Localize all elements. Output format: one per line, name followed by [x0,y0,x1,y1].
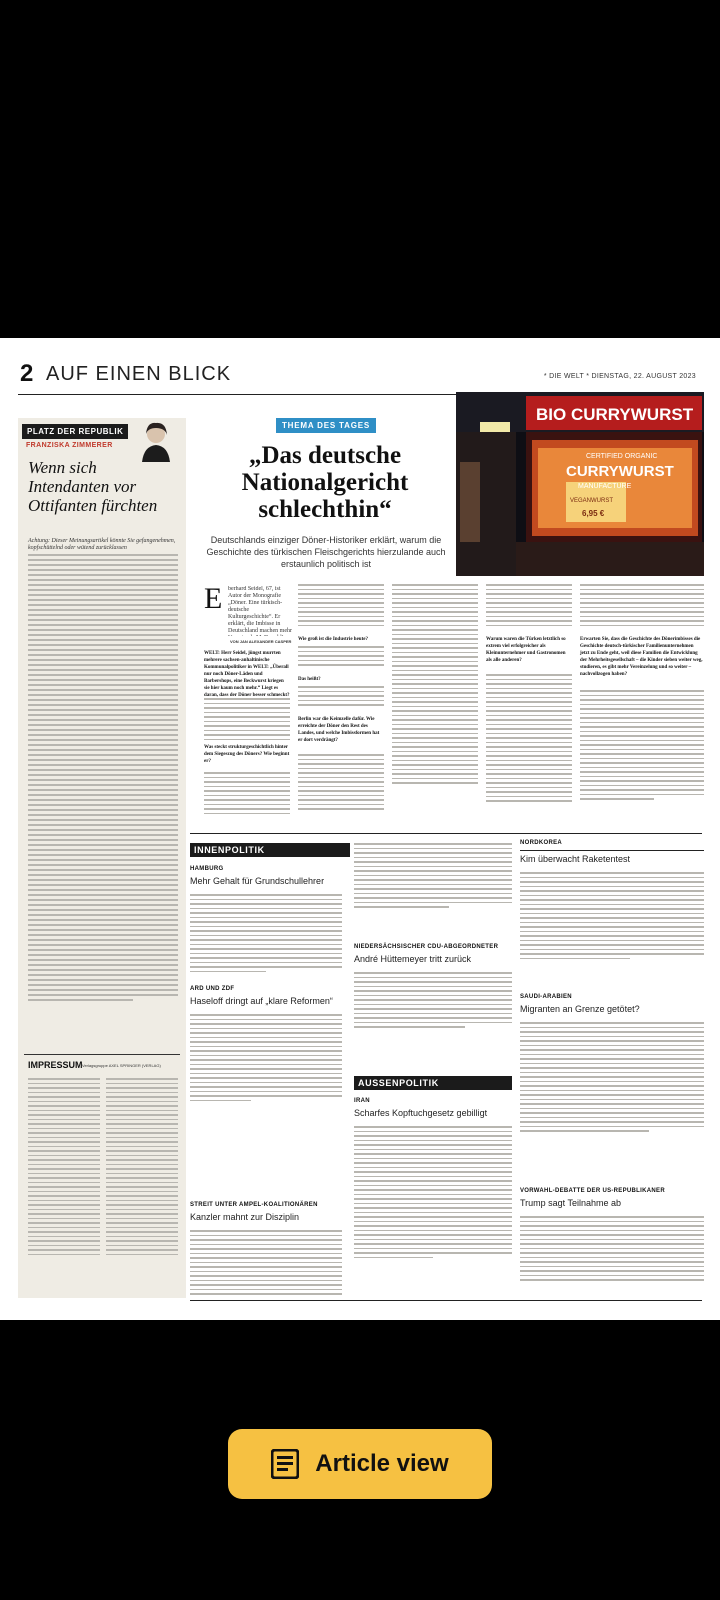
story-label-cdu: NIEDERSÄCHSISCHER CDU-ABGEORDNETER [354,944,499,950]
main-headline[interactable]: „Das deutsche Nationalgericht schlechthin“ [241,442,409,523]
interview-question-4: Das heißt? [298,677,321,682]
interview-question-5: Berlin war die Keimzelle dafür. Wie erreichte der Döner den Rest des Landes, und welche Imbissformen hat er dort verdrängt? [298,717,380,743]
page-bottom-rule [190,1300,702,1301]
interview-answer-4 [298,686,384,709]
section-title: AUF EINEN BLICK [46,363,232,385]
author-portrait [134,418,178,462]
photo-price: 6,95 € [582,509,605,518]
byline: VON JAN ALEXANDER CASPER [230,639,292,644]
article-view-label: Article view [315,1450,449,1477]
opinion-author: FRANZISKA ZIMMERER [26,442,113,449]
photo-sign-currywurst: CURRYWURST [566,463,674,480]
story-text-ampel [190,1230,342,1298]
interview-col4-text [486,584,572,629]
impressum-divider [24,1054,180,1055]
story-label-ampel: STREIT UNTER AMPEL-KOALITIONÄREN [190,1202,318,1208]
story-divider-nordkorea [520,850,704,851]
story-label-saudi: SAUDI-ARABIEN [520,994,572,1000]
story-head-hamburg[interactable]: Mehr Gehalt für Grundschullehrer [190,876,325,886]
interview-col5-text [580,584,704,629]
story-label-trump: VORWAHL-DEBATTE DER US-REPUBLIKANER [520,1188,665,1194]
section-bar-aussenpolitik: AUSSENPOLITIK [354,1076,512,1090]
impressum-text-right [106,1078,178,1258]
main-subhead: Deutschlands einziger Döner-Historiker erklärt, warum die Geschichte des türkischen Fleischgerichts hierzulande auch erstaunlich politisch ist [206,535,446,569]
topic-badge: THEMA DES TAGES [276,418,376,433]
photo-menu-item: VEGANWURST [570,498,614,504]
interview-answer-2 [204,772,290,817]
photo-sign-certified: CERTIFIED ORGANIC [586,453,658,460]
photo-sign-top: BIO CURRYWURST [536,405,694,424]
story-head-ard-zdf[interactable]: Haseloff dringt auf „klare Reformen“ [190,996,333,1006]
story-text-ard-zdf [190,1014,342,1104]
story-text-cdu [354,972,512,1031]
impressum-text-left [28,1078,100,1258]
opinion-headline: Wenn sich Intendanten vor Ottifanten fürchten [28,458,158,515]
story-text-iran [354,1126,512,1261]
opinion-intro: Achtung: Dieser Meinungsartikel könnte Sie gefangenehmen, kopfschüttelnd oder wütend zurücklassen [28,538,176,551]
impressum-title: IMPRESSUM [28,1060,83,1070]
lead-paragraph: berhard Seidel, 67, ist Autor der Monografie „Döner. Eine türkisch-deutsche Kulturgeschichte“. Er erklärt, die Imbisse in Deutschland machen mehr [228,586,292,634]
story-text-trump [520,1216,704,1284]
currywurst-shop-photo [456,392,704,576]
interview-answer-1 [204,698,290,743]
interview-answer-5 [298,754,384,813]
story-label-iran: IRAN [354,1098,370,1104]
interview-question-3: Wie groß ist die Industrie heute? [298,637,368,642]
drop-cap: E [204,582,223,615]
interview-answer-3 [298,646,384,669]
photo-sign-manufacture: MANUFACTURE [578,483,632,490]
story-label-nordkorea: NORDKOREA [520,840,563,846]
story-text-hamburg [190,894,342,975]
opinion-kicker: PLATZ DER REPUBLIK [22,424,128,439]
date-line: * DIE WELT * DIENSTAG, 22. AUGUST 2023 [543,373,696,380]
interview-question-6: Warum waren die Türken letztlich so extrem viel erfolgreicher als Kleinunternehmer und Gastronomen als alle anderen? [486,637,566,663]
interview-col2-text [298,584,384,629]
interview-answer-7 [580,690,704,803]
story-text-nordkorea [520,872,704,962]
story-text-ampel-continued [354,843,512,911]
newspaper-page[interactable] [0,338,720,1320]
story-label-hamburg: HAMBURG [190,866,224,872]
story-head-iran[interactable]: Scharfes Kopftuchgesetz gebilligt [354,1108,488,1118]
story-head-ampel[interactable]: Kanzler mahnt zur Disziplin [190,1212,300,1222]
story-text-saudi [520,1022,704,1135]
interview-question-2: Was steckt strukturgeschichtlich hinter dem Siegeszug des Döners? Wie beginnt er? [204,745,290,764]
document-icon [271,1449,299,1479]
page-number: 2 [20,360,34,387]
interview-question-7: Erwarten Sie, dass die Geschichte des Dönerimbisses die Geschichte deutsch-türkischer Familienunternehmen jetzt zu Ende geht, weil diese Familien die Entwicklung der Mehrheitsgesellschaft – die Kinder sieben weiter weg, studieren, es gibt mehr Vereinzelung und so weiter – nachvollzogen haben? [580,637,703,677]
story-label-ard-zdf: ARD UND ZDF [190,986,235,992]
section-bar-innenpolitik: INNENPOLITIK [190,843,350,857]
interview-answer-6 [486,674,572,805]
interview-col3-text [392,584,478,787]
article-view-button[interactable] [228,1429,492,1499]
interview-question-1: WELT: Herr Seidel, jüngst murrten mehrere sachsen-anhaltinische Kommunalpolitiker in WELT: „Überall nur noch Döner-Läden und Barbershops, eine Beckwurst kriegen sie hier kaum noch mehr.“ Liegt es daran, dass der Döner besser schmeckt? [204,651,290,698]
opinion-body [28,554,178,1004]
story-head-nordkorea[interactable]: Kim überwacht Raketentest [520,854,631,864]
section-divider [190,833,702,834]
impressum-subtitle: Verlagsgruppe AXEL SPRINGER (VERLAG) [82,1063,161,1068]
opinion-column [18,418,186,1298]
story-head-trump[interactable]: Trump sagt Teilnahme ab [520,1198,622,1208]
story-head-saudi[interactable]: Migranten an Grenze getötet? [520,1004,640,1014]
story-head-cdu[interactable]: André Hüttemeyer tritt zurück [354,954,472,964]
